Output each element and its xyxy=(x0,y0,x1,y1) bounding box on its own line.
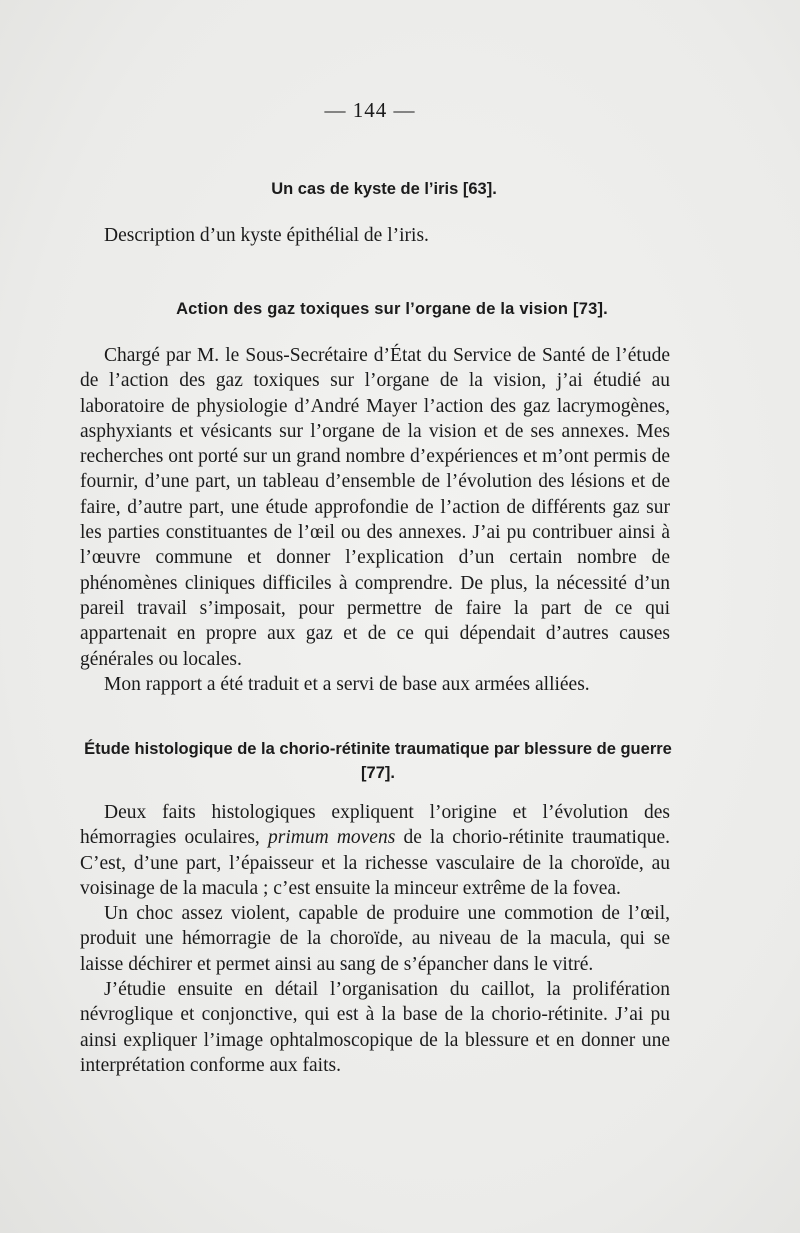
paragraph-text: de la chorio-rétinite traumatique. C’est, d’une part, l’épaisseur et la richesse vasculaire de la choroïde, au voisinage de la macula ; c’est ensuite la minceur extrême de la fovea. xyxy=(80,827,671,899)
paragraph: Un choc assez violent, capable de produire une commotion de l’œil, produit une hémorragie de la choroïde, au niveau de la macula, qui se laisse déchirer et permet ainsi au sang de s’épancher dans le vitré. xyxy=(80,903,670,975)
heading-title: Action des gaz toxiques sur l’organe de la vision xyxy=(176,300,569,318)
section-heading-toxic-gases xyxy=(92,297,692,321)
paragraph-text: Deux faits histologiques expliquent l’origine et l’évolution des hémorragies oculaires, xyxy=(80,802,670,849)
heading-title: Un cas de kyste de l’iris xyxy=(271,180,459,198)
paragraph: J’étudie ensuite en détail l’organisation du caillot, la prolifération névroglique et conjonctive, qui est à la base de la chorio-rétinite. J’ai pu ainsi expliquer l’image ophtalmoscopique de la blessure et en donner une interprétation conforme aux faits. xyxy=(80,979,670,1076)
section-body-toxic-gases xyxy=(80,343,670,697)
heading-reference: [77]. xyxy=(361,764,395,782)
section-heading-chorio-retinitis xyxy=(78,737,678,785)
paragraph xyxy=(80,800,670,901)
page-number: — 144 — xyxy=(324,98,416,122)
heading-title: Étude histologique de la chorio-rétinite traumatique par blessure de guerre xyxy=(84,740,672,758)
heading-reference: [73]. xyxy=(573,300,608,318)
section-body-chorio-retinitis xyxy=(80,800,670,1078)
latin-emphasis: primum movens xyxy=(267,827,396,849)
heading-reference: [63]. xyxy=(462,180,497,198)
section-heading-iris-cyst xyxy=(96,177,672,201)
section-body-iris-cyst xyxy=(80,223,670,248)
paragraph: Description d’un kyste épithélial de l’iris. xyxy=(104,225,429,246)
paragraph: Chargé par M. le Sous-Secrétaire d’État du Service de Santé de l’étude de l’action des gaz toxiques sur l’organe de la vision, j’ai étudié au laboratoire de physiologie d’André Mayer l’action des gaz lacrymogènes, asphyxiants et vésicants sur l’organe de la vision et de ses annexes. Mes recherches ont porté sur un grand nombre d’expériences et m’ont permis de fournir, d’une part, un tableau d’ensemble de l’évolution des lésions et de faire, d’autre part, une étude approfondie de l’action de différents gaz sur les parties constituantes de l’œil ou des annexes. J’ai pu contribuer ainsi à l’œuvre commune et donner l’explication d’un certain nombre de phénomènes cliniques difficiles à comprendre. De plus, la nécessité d’un pareil travail s’imposait, pour permettre de faire la part de ce qui appartenait en propre aux gaz et de ce qui dépendait d’autres causes générales ou locales. xyxy=(80,345,670,670)
paragraph: Mon rapport a été traduit et a servi de base aux armées alliées. xyxy=(104,673,590,695)
